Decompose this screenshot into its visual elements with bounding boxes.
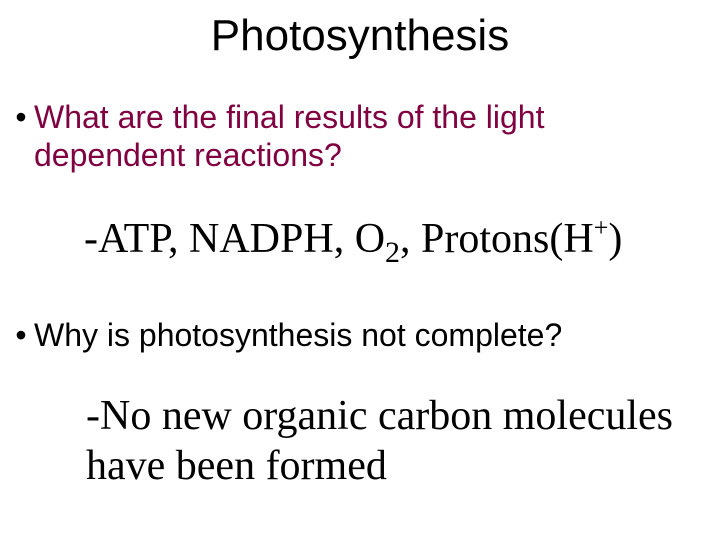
question-1 [8, 98, 688, 175]
answer-1 [84, 213, 623, 269]
answer-1-part3: ) [608, 216, 623, 262]
answer-1-part2: , Protons(H [400, 216, 594, 262]
answer-2: -No new organic carbon molecules have been formed [86, 393, 674, 489]
bullet-icon: • [15, 99, 27, 135]
answer-1-part1: -ATP, NADPH, O [84, 216, 386, 262]
answer-1-subscript: 2 [385, 236, 401, 269]
question-1-text: What are the final results of the light dependent reactions? [34, 99, 545, 174]
question-2-text: Why is photosynthesis not complete? [34, 317, 563, 353]
bullet-icon: • [15, 317, 27, 353]
slide-title: Photosynthesis [210, 11, 510, 60]
answer-1-superscript: + [593, 213, 609, 242]
question-2 [8, 316, 708, 354]
